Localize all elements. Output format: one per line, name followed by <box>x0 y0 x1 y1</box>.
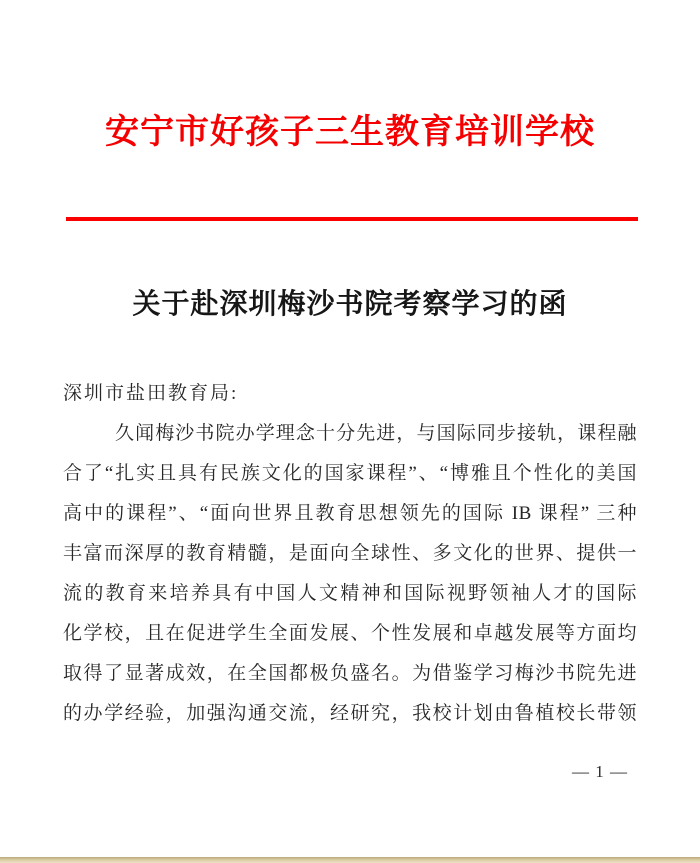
body-line: 的办学经验，加强沟通交流，经研究，我校计划由鲁植校长带领 <box>63 703 637 724</box>
body-line: 高中的课程”、“面向世界且教育思想领先的国际 IB 课程” 三种 <box>63 503 637 524</box>
letterhead-title: 安宁市好孩子三生教育培训学校 <box>105 114 595 151</box>
body-line: 久闻梅沙书院办学理念十分先进，与国际同步接轨，课程融 <box>115 423 637 444</box>
body-line: 流的教育来培养具有中国人文精神和国际视野领袖人才的国际 <box>63 583 637 604</box>
page-bottom-edge <box>0 857 700 863</box>
page-number: — 1 — <box>572 762 628 781</box>
body-line: 取得了显著成效，在全国都极负盛名。为借鉴学习梅沙书院先进 <box>63 663 637 684</box>
body-line: 化学校，且在促进学生全面发展、个性发展和卓越发展等方面均 <box>63 623 637 644</box>
body-line: 丰富而深厚的教育精髓，是面向全球性、多文化的世界、提供一 <box>63 543 637 564</box>
body-line: 合了“扎实且具有民族文化的国家课程”、“博雅且个性化的美国 <box>63 463 637 484</box>
salutation: 深圳市盐田教育局: <box>63 383 239 404</box>
letter-body <box>63 374 637 734</box>
document-title: 关于赴深圳梅沙书院考察学习的函 <box>132 289 568 320</box>
letterhead-divider-line <box>66 217 638 221</box>
